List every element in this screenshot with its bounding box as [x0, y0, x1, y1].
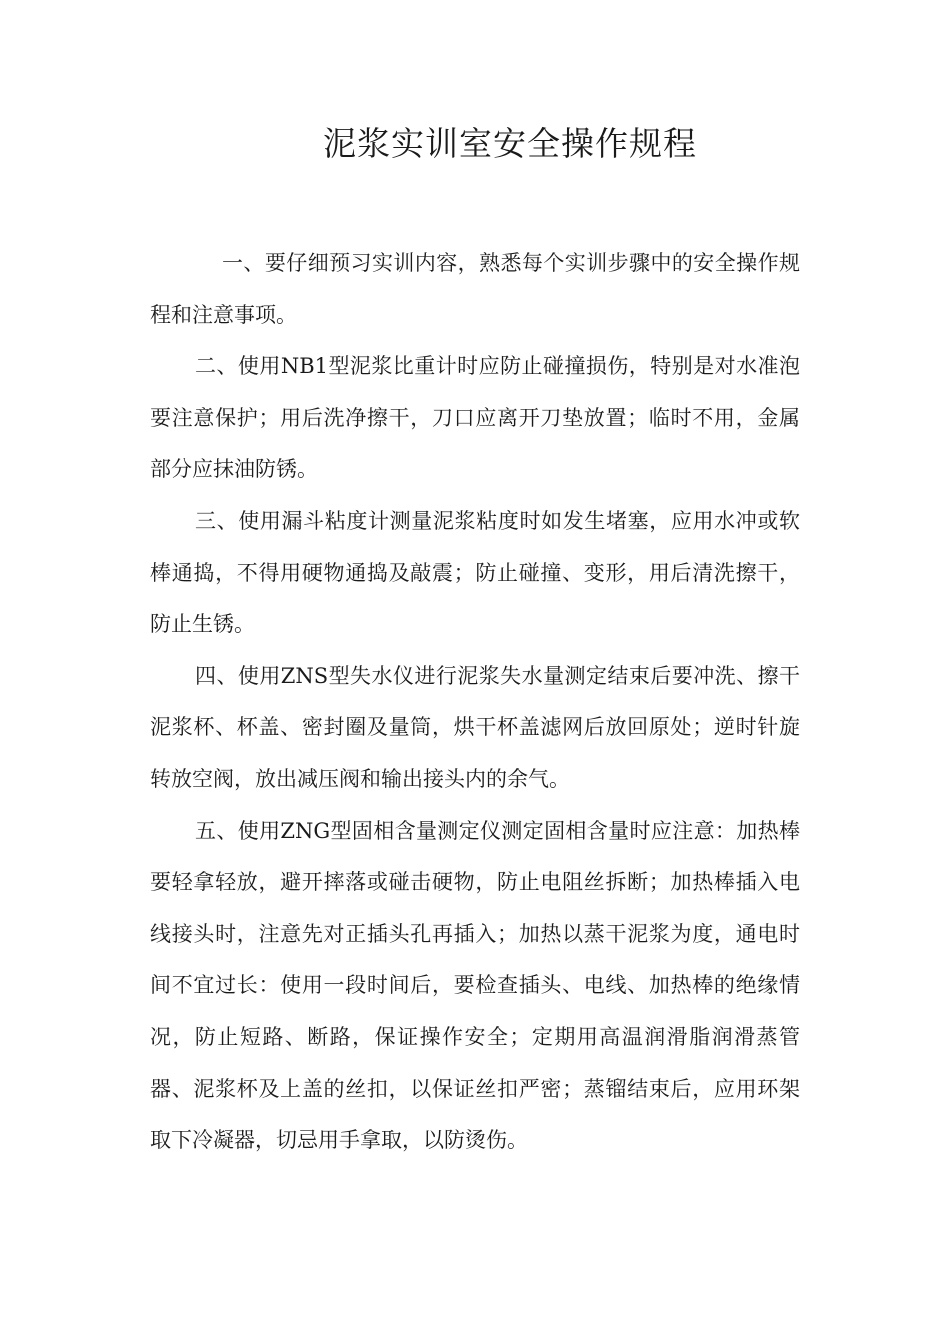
paragraph-1: 一、要仔细预习实训内容，熟悉每个实训步骤中的安全操作规程和注意事项。 [150, 251, 800, 327]
paragraph-5: 五、使用ZNG型固相含量测定仪测定固相含量时应注意：加热棒要轻拿轻放，避开摔落或碰击硬物，防止电阻丝拆断；加热棒插入电线接头时，注意先对正插头孔再插入；加热以蒸干泥浆为度，通电时间不宜过长：使用一段时间后，要检查插头、电线、加热棒的绝缘情况，防止短路、断路，保证操作安全；定期用高温润滑脂润滑蒸管器、泥浆杯及上盖的丝扣，以保证丝扣严密；蒸镏结束后，应用环架取下冷凝器，切忌用手拿取，以防烫伤。 [150, 818, 800, 1153]
document-title: 泥浆实训室安全操作规程 [323, 124, 697, 163]
document-body [150, 238, 800, 1167]
paragraph-2: 二、使用NB1型泥浆比重计时应防止碰撞损伤，特别是对水准泡要注意保护；用后洗净擦干，刀口应离开刀垫放置；临时不用，金属部分应抹油防锈。 [150, 354, 800, 482]
paragraph-4: 四、使用ZNS型失水仪进行泥浆失水量测定结束后要冲洗、擦干泥浆杯、杯盖、密封圈及量筒，烘干杯盖滤网后放回原处；逆时针旋转放空阀，放出减压阀和输出接头内的余气。 [150, 663, 800, 791]
paragraph-3: 三、使用漏斗粘度计测量泥浆粘度时如发生堵塞，应用水冲或软棒通捣，不得用硬物通捣及敲震；防止碰撞、变形，用后清洗擦干，防止生锈。 [150, 508, 800, 637]
